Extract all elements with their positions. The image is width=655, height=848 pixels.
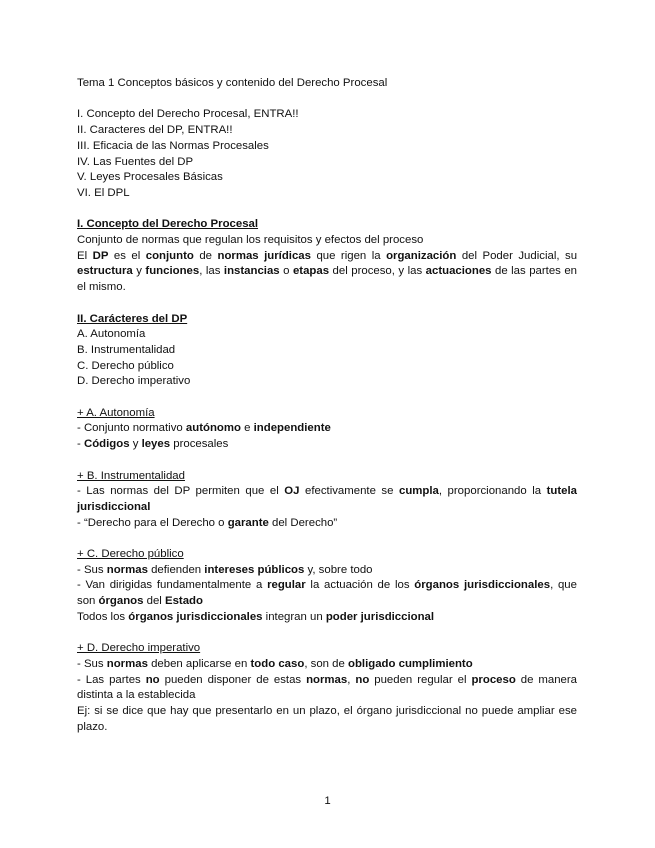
text-run: ,: [347, 673, 356, 686]
bold-text: no: [355, 673, 370, 686]
text-run: , que son: [77, 579, 577, 608]
paragraph: [77, 437, 577, 453]
toc-item: VI. El DPL: [77, 186, 130, 199]
text-run: integran un: [262, 610, 326, 623]
text-run: -: [77, 438, 84, 451]
bold-text: poder jurisdiccional: [325, 610, 435, 623]
list-item: D. Derecho imperativo: [77, 375, 191, 388]
document-page: [77, 76, 577, 735]
paragraph: [77, 578, 577, 609]
bold-text: normas: [306, 673, 348, 686]
bold-text: normas jurídicas: [217, 249, 311, 262]
text-run: e: [240, 422, 254, 435]
text-run: de manera distinta a la establecida: [77, 673, 577, 702]
text-run: , son de: [304, 657, 349, 670]
bold-text: leyes: [141, 438, 171, 451]
bold-text: estructura: [77, 265, 133, 278]
paragraph: [77, 421, 577, 437]
text-run: - Las normas del DP permiten que el: [77, 485, 285, 498]
paragraph: [77, 563, 577, 579]
paragraph: [77, 610, 577, 626]
text-run: - Van dirigidas fundamentalmente a: [77, 579, 268, 592]
text-run: y: [132, 265, 146, 278]
text-run: del proceso, y las: [329, 265, 426, 278]
paragraph: [77, 673, 577, 704]
text-run: efectivamente se: [299, 485, 399, 498]
text-run: del Poder Judicial, su: [456, 249, 578, 262]
bold-text: obligado cumplimiento: [348, 657, 473, 670]
text-run: que rigen la: [310, 249, 387, 262]
subsection-heading: + C. Derecho público: [77, 548, 184, 560]
section-heading: II. Carácteres del DP: [77, 312, 188, 325]
bold-text: instancias: [223, 265, 280, 278]
paragraph: [77, 657, 577, 673]
bold-text: órganos: [98, 595, 144, 608]
list-item: A. Autonomía: [77, 328, 146, 341]
text-run: - “Derecho para el Derecho o: [77, 516, 228, 529]
text-run: del Derecho”: [268, 516, 338, 529]
text-run: , proporcionando la: [438, 485, 547, 498]
text-run: Todos los: [77, 610, 129, 623]
toc-item: I. Concepto del Derecho Procesal, ENTRA!!: [77, 108, 299, 121]
subsection-heading: + B. Instrumentalidad: [77, 469, 185, 482]
section-heading: I. Concepto del Derecho Procesal: [77, 218, 259, 231]
paragraph: Ej: si se dice que hay que presentarlo en un plazo, el órgano jurisdiccional no puede ampliar ese plazo.: [77, 705, 577, 733]
text-run: de las partes en el mismo.: [77, 265, 578, 294]
text-run: la actuación de los: [305, 579, 415, 592]
text-run: del: [143, 595, 165, 608]
text-run: es el: [108, 249, 146, 262]
text-run: pueden regular el: [369, 673, 472, 686]
text-run: - Sus: [77, 563, 107, 576]
list-item: C. Derecho público: [77, 359, 174, 372]
bold-text: autónomo: [185, 422, 241, 435]
subsection-heading: + D. Derecho imperativo: [77, 642, 201, 655]
text-run: y: [129, 438, 142, 451]
toc-item: III. Eficacia de las Normas Procesales: [77, 139, 269, 152]
text-run: El: [77, 249, 93, 262]
bold-text: órganos jurisdiccionales: [414, 579, 551, 592]
bold-text: OJ: [284, 485, 300, 498]
bold-text: funciones: [145, 265, 200, 278]
text-run: o: [279, 265, 293, 278]
bold-text: Códigos: [83, 438, 130, 451]
bold-text: independiente: [253, 422, 331, 435]
paragraph: [77, 249, 577, 296]
bold-text: todo caso: [250, 657, 305, 670]
toc-item: II. Caracteres del DP, ENTRA!!: [77, 124, 233, 137]
text-run: de: [193, 249, 218, 262]
bold-text: conjunto: [145, 249, 194, 262]
toc-item: V. Leyes Procesales Básicas: [77, 171, 223, 184]
text-run: - Conjunto normativo: [77, 422, 186, 435]
bold-text: órganos jurisdiccionales: [128, 610, 263, 623]
bold-text: no: [145, 673, 160, 686]
bold-text: normas: [106, 657, 148, 670]
bold-text: cumpla: [398, 485, 439, 498]
text-run: procesales: [170, 438, 229, 451]
paragraph: [77, 516, 577, 532]
bold-text: Estado: [165, 595, 203, 608]
bold-text: regular: [267, 579, 306, 592]
paragraph: [77, 484, 577, 515]
text-run: pueden disponer de estas: [159, 673, 307, 686]
document-title: Tema 1 Conceptos básicos y contenido del Derecho Procesal: [77, 77, 388, 89]
text-run: , las: [199, 265, 224, 278]
text-run: - Sus: [77, 657, 107, 670]
text-run: - Las partes: [77, 673, 146, 686]
bold-text: DP: [92, 249, 109, 262]
table-of-contents: [77, 107, 577, 201]
bold-text: actuaciones: [425, 265, 492, 278]
page-number: 1: [324, 795, 331, 807]
bold-text: proceso: [471, 673, 516, 686]
text-run: y, sobre todo: [304, 563, 373, 576]
bold-text: intereses públicos: [204, 563, 305, 576]
text-run: defienden: [147, 563, 205, 576]
bold-text: garante: [227, 516, 269, 529]
bold-text: organización: [386, 249, 457, 262]
subsection-heading: + A. Autonomía: [77, 406, 155, 419]
bold-text: etapas: [292, 265, 330, 278]
bold-text: normas: [106, 563, 148, 576]
bold-text: tutela jurisdiccional: [77, 485, 578, 513]
toc-item: IV. Las Fuentes del DP: [77, 155, 194, 168]
paragraph: Conjunto de normas que regulan los requisitos y efectos del proceso: [77, 234, 424, 246]
list-item: B. Instrumentalidad: [77, 343, 176, 356]
text-run: deben aplicarse en: [147, 657, 251, 670]
